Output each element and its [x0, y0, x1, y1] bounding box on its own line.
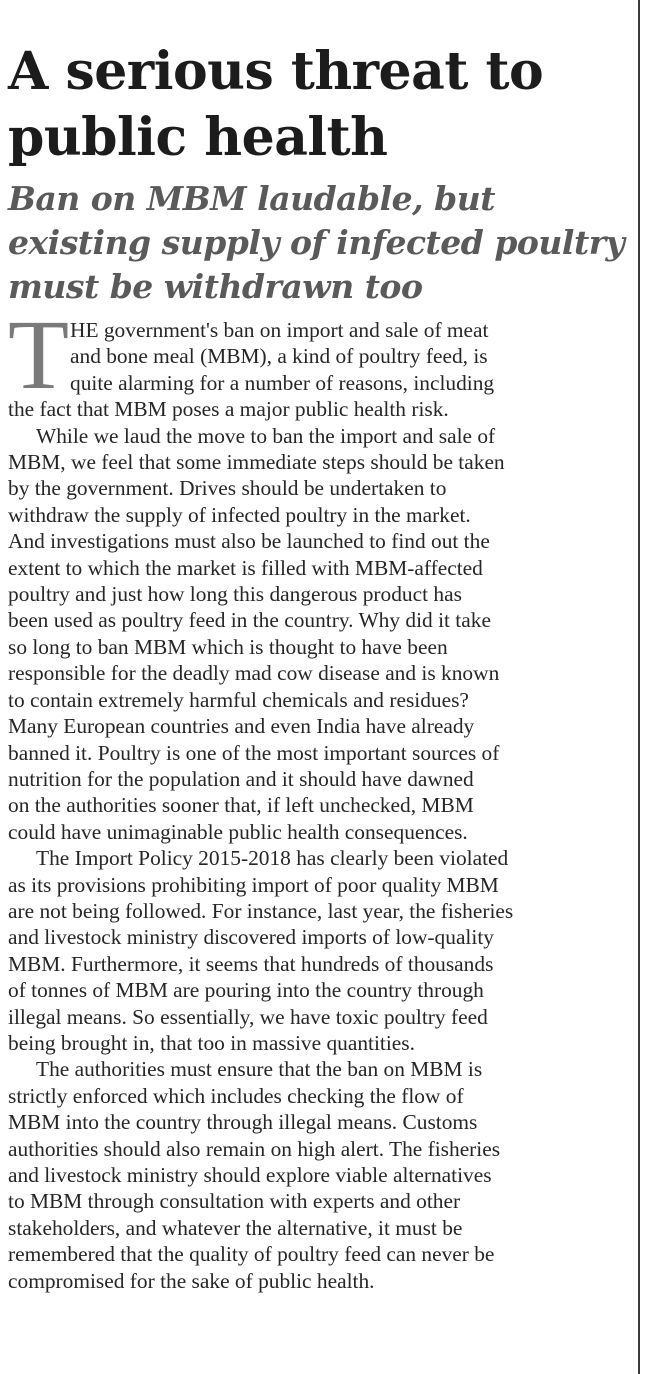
- text-line: nutrition for the population and it should have dawned: [8, 766, 474, 791]
- text-line: to MBM through consultation with experts and other: [8, 1189, 461, 1214]
- text-line: and livestock ministry discovered imports of low-quality: [8, 925, 494, 950]
- text-line: are not being followed. For instance, last year, the fisheries: [8, 898, 514, 923]
- text-line: strictly enforced which includes checking the flow of: [8, 1083, 464, 1108]
- subheadline-line: Ban on MBM laudable, but: [8, 179, 495, 218]
- text-line: compromised for the sake of public health.: [8, 1268, 375, 1293]
- text-line: remembered that the quality of poultry feed can never be: [8, 1242, 495, 1267]
- text-line: MBM. Furthermore, it seems that hundreds of thousands: [8, 951, 494, 976]
- text-line: being brought in, that too in massive quantities.: [8, 1030, 415, 1055]
- text-line: authorities should also remain on high alert. The fisheries: [8, 1136, 501, 1161]
- subheadline-line: existing supply of infected poultry: [8, 223, 625, 262]
- text-line: of tonnes of MBM are pouring into the country through: [8, 978, 484, 1003]
- editorial-article: [8, 0, 626, 1294]
- subheadline: [8, 177, 626, 309]
- text-line: and livestock ministry should explore viable alternatives: [8, 1163, 492, 1187]
- text-line: HE government's ban on import and sale of meat: [70, 318, 489, 342]
- text-line: could have unimaginable public health consequences.: [8, 819, 468, 844]
- text-line: quite alarming for a number of reasons, including: [70, 370, 495, 395]
- headline-line: A serious threat to: [8, 41, 544, 102]
- paragraph-1: [8, 299, 626, 423]
- text-line: been used as poultry feed in the country. Why did it take: [8, 608, 491, 633]
- text-line: The Import Policy 2015-2018 has clearly been violated: [36, 846, 509, 871]
- text-line: the fact that MBM poses a major public health risk.: [8, 397, 449, 422]
- text-line: Many European countries and even India have already: [8, 714, 475, 739]
- text-line: to contain extremely harmful chemicals and residues?: [8, 687, 469, 712]
- text-line: While we laud the move to ban the import and sale of: [36, 423, 496, 448]
- text-line: as its provisions prohibiting import of poor quality MBM: [8, 872, 499, 897]
- text-line: MBM into the country through illegal means. Customs: [8, 1110, 478, 1135]
- text-line: banned it. Poultry is one of the most important sources of: [8, 740, 500, 765]
- text-line: by the government. Drives should be undertaken to: [8, 476, 447, 501]
- column-divider: [638, 0, 640, 1374]
- paragraph-3: [8, 845, 626, 1056]
- text-line: illegal means. So essentially, we have toxic poultry feed: [8, 1004, 488, 1029]
- drop-cap: T: [8, 299, 70, 410]
- paragraph-4: [8, 1056, 626, 1294]
- text-line: poultry and just how long this dangerous product has: [8, 582, 462, 607]
- text-line: responsible for the deadly mad cow disease and is known: [8, 661, 500, 686]
- text-line: and bone meal (MBM), a kind of poultry feed, is: [70, 344, 488, 369]
- subheadline-line: must be withdrawn too: [8, 267, 423, 306]
- text-line: And investigations must also be launched to find out the: [8, 529, 490, 554]
- article-body: [8, 299, 626, 1294]
- text-line: MBM, we feel that some immediate steps should be taken: [8, 450, 505, 475]
- text-line: extent to which the market is filled with MBM-affected: [8, 555, 483, 580]
- text-line: so long to ban MBM which is thought to have been: [8, 634, 448, 659]
- paragraph-2: [8, 423, 626, 846]
- text-line: withdraw the supply of infected poultry in the market.: [8, 502, 471, 527]
- headline: [8, 0, 626, 171]
- text-line: The authorities must ensure that the ban on MBM is: [36, 1057, 483, 1082]
- text-line: stakeholders, and whatever the alternative, it must be: [8, 1215, 463, 1240]
- text-line: on the authorities sooner that, if left unchecked, MBM: [8, 793, 474, 818]
- headline-line: public health: [8, 107, 388, 168]
